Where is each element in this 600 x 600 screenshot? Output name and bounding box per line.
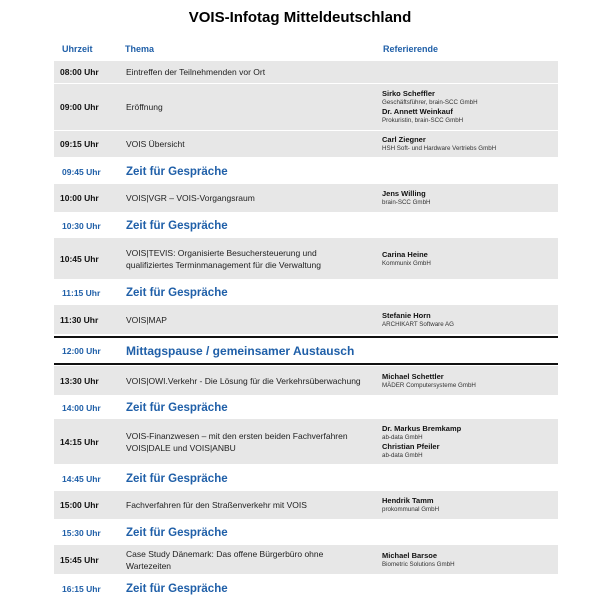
break-row [54,397,558,419]
row-time: 11:30 Uhr [60,314,99,325]
row-speakers [382,545,558,574]
row-theme: Zeit für Gespräche [126,402,228,414]
speaker-company: ab-data GmbH [382,433,423,441]
row-theme: Zeit für Gespräche [126,287,228,299]
row-theme: Eröffnung [126,102,163,112]
row-theme: Eintreffen der Teilnehmenden vor Ort [126,67,266,77]
speaker-name: Carl Ziegner [382,135,426,144]
row-time: 10:45 Uhr [60,253,99,264]
row-time: 09:45 Uhr [62,167,101,177]
row-theme: Fachverfahren für den Straßenverkehr mit VOIS [126,500,307,510]
speaker-name: Sirko Scheffler [382,89,435,98]
row-time: 10:00 Uhr [60,193,99,203]
row-time: 09:15 Uhr [60,139,99,149]
section-divider [54,336,558,338]
row-speakers [382,184,558,212]
break-row [54,521,558,545]
row-theme: Mittagspause / gemeinsamer Austausch [126,344,355,358]
break-row [54,160,558,184]
agenda-row [54,84,558,131]
header-theme: Thema [125,44,155,54]
speaker-name: Michael Barsoe [382,550,438,560]
row-time: 09:00 Uhr [60,102,99,112]
row-time: 08:00 Uhr [60,67,99,77]
agenda-row [54,184,558,213]
row-theme: VOIS|OWI.Verkehr - Die Lösung für die Verkehrsüberwachung [126,375,361,386]
row-speakers [382,419,558,464]
row-time: 13:30 Uhr [60,375,99,386]
row-theme: VOIS-Finanzwesen – mit den ersten beiden Fachverfahren VOIS|DALE und VOIS|ANBU [126,430,348,453]
speaker-company: Geschäftsführer, brain-SCC GmbH [382,99,478,106]
row-speakers [382,366,558,395]
row-speakers [382,491,558,519]
agenda-row [54,491,558,520]
break-row [54,577,558,600]
speaker-company: prokommunal GmbH [382,506,440,513]
speaker-company: ARCHIKART Software AG [382,320,454,328]
row-theme: VOIS|VGR – VOIS-Vorgangsraum [126,193,255,203]
row-theme: Case Study Dänemark: Das offene Bürgerbüro ohne Wartezeiten [126,548,324,571]
page-title: VOIS-Infotag Mitteldeutschland [188,9,412,26]
speaker-company: Biometric Solutions GmbH [382,560,455,568]
header-time: Uhrzeit [62,44,93,54]
row-time: 16:15 Uhr [62,583,101,594]
speaker-name: Dr. Markus Bremkamp [382,423,462,433]
speaker-name: Jens Willing [382,189,426,198]
row-theme: Zeit für Gespräche [126,220,228,232]
row-time: 14:00 Uhr [62,403,101,413]
row-theme: Zeit für Gespräche [126,473,228,485]
speaker-name: Michael Schettler [382,371,444,381]
header-speakers: Referierende [383,44,439,54]
row-theme: VOIS|TEVIS: Organisierte Besuchersteuerung und qualifiziertes Terminmanagement für die Verwaltung [126,247,321,270]
row-theme: Zeit für Gespräche [126,166,228,178]
row-theme: VOIS Übersicht [126,139,185,149]
agenda-row [54,305,558,335]
break-row [54,467,558,491]
speaker-company: brain-SCC GmbH [382,199,431,206]
speaker-company: MÄDER Computersysteme GmbH [382,381,476,389]
agenda-row [54,238,558,280]
row-theme: VOIS|MAP [126,314,167,325]
row-speakers [382,238,558,279]
agenda-row [54,545,558,575]
speaker-name: Dr. Annett Weinkauf [382,107,453,116]
row-time: 15:30 Uhr [62,528,101,538]
speaker-name: Carina Heine [382,249,428,259]
break-row [54,281,558,305]
row-speakers [382,84,558,130]
row-time: 10:30 Uhr [62,221,101,231]
agenda-row [54,366,558,396]
agenda-row [54,419,558,465]
speaker-company: HSH Soft- und Hardware Vertriebs GmbH [382,145,497,152]
row-time: 15:00 Uhr [60,500,99,510]
speaker-company: Prokuristin, brain-SCC GmbH [382,117,464,124]
row-speakers [382,305,558,334]
row-speakers [382,131,558,157]
section-divider [54,363,558,365]
row-time: 11:15 Uhr [62,288,101,298]
speaker-name: Hendrik Tamm [382,496,434,505]
row-theme: Zeit für Gespräche [126,582,228,595]
lunch-row [54,339,558,363]
row-theme: Zeit für Gespräche [126,527,228,539]
break-row [54,214,558,238]
speaker-name: Christian Pfeiler [382,441,440,451]
speaker-company: ab-data GmbH [382,451,423,459]
row-time: 15:45 Uhr [60,554,99,565]
agenda-row [54,61,558,84]
row-time: 14:15 Uhr [60,436,99,447]
row-time: 12:00 Uhr [62,346,101,356]
speaker-name: Stefanie Horn [382,310,431,320]
row-time: 14:45 Uhr [62,474,101,484]
agenda-row [54,131,558,158]
speaker-company: Kommunix GmbH [382,259,431,267]
